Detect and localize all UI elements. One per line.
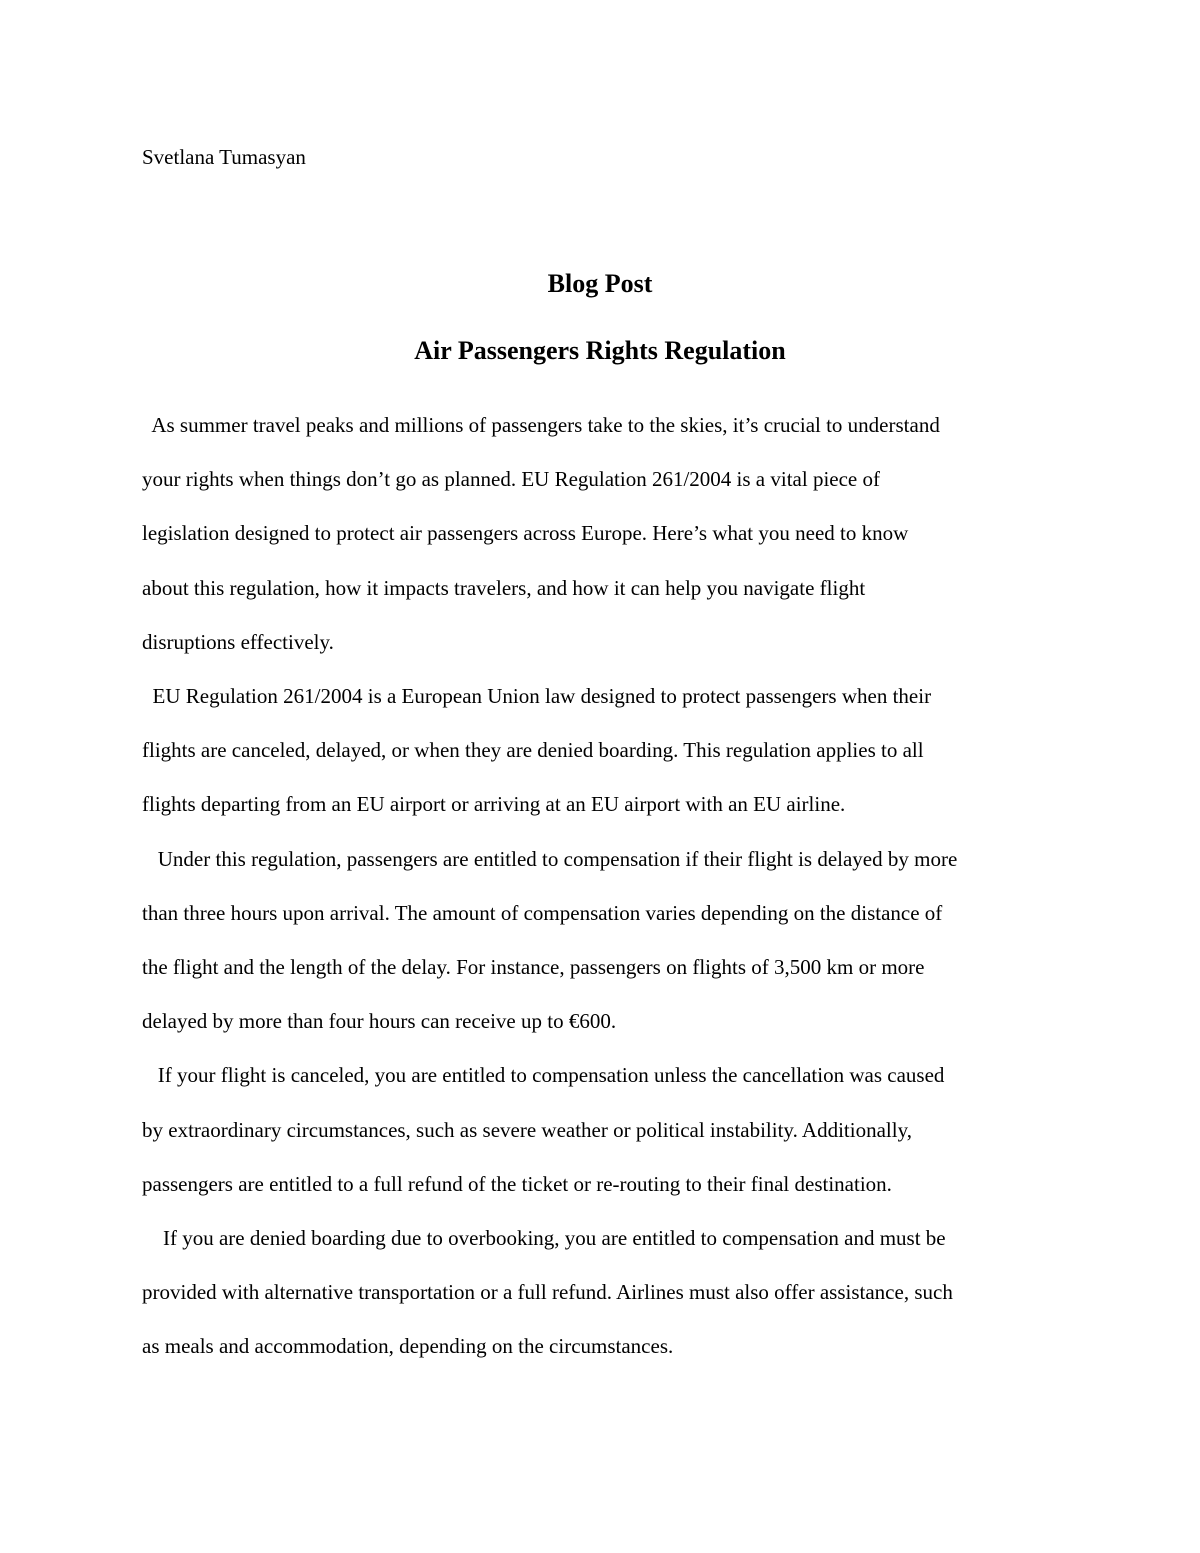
text-line: by extraordinary circumstances, such as severe weather or political instability. Additionally, <box>142 1117 912 1142</box>
text-line: passengers are entitled to a full refund of the ticket or re-routing to their final destination. <box>142 1171 892 1196</box>
paragraph-denied-boarding <box>142 1211 1062 1374</box>
text-line: delayed by more than four hours can receive up to €600. <box>142 1009 617 1034</box>
text-line: If your flight is canceled, you are entitled to compensation unless the cancellation was caused <box>142 1063 945 1088</box>
paragraph-definition <box>142 669 1062 832</box>
text-line: Under this regulation, passengers are entitled to compensation if their flight is delayed by more <box>142 846 958 871</box>
text-line: As summer travel peaks and millions of passengers take to the skies, it’s crucial to understand <box>142 413 940 437</box>
paragraph-cancellations <box>142 1048 1062 1211</box>
body-text <box>142 398 1062 1374</box>
text-line: your rights when things don’t go as planned. EU Regulation 261/2004 is a vital piece of <box>142 467 880 492</box>
text-line: as meals and accommodation, depending on the circumstances. <box>142 1334 674 1359</box>
text-line: legislation designed to protect air passengers across Europe. Here’s what you need to know <box>142 521 909 546</box>
paragraph-delays <box>142 832 1062 1049</box>
text-line: If you are denied boarding due to overbooking, you are entitled to compensation and must be <box>142 1226 946 1251</box>
text-line: flights are canceled, delayed, or when they are denied boarding. This regulation applies to all <box>142 738 924 763</box>
document-title: Blog Post <box>547 269 653 298</box>
author-name: Svetlana Tumasyan <box>142 145 306 169</box>
text-line: about this regulation, how it impacts travelers, and how it can help you navigate flight <box>142 575 866 600</box>
text-line: flights departing from an EU airport or arriving at an EU airport with an EU airline. <box>142 792 846 817</box>
document-subtitle: Air Passengers Rights Regulation <box>414 336 786 365</box>
text-line: the flight and the length of the delay. For instance, passengers on flights of 3,500 km or more <box>142 955 925 980</box>
text-line: disruptions effectively. <box>142 629 334 654</box>
text-line: provided with alternative transportation or a full refund. Airlines must also offer assistance, such <box>142 1280 953 1305</box>
paragraph-intro <box>142 398 1062 669</box>
text-line: EU Regulation 261/2004 is a European Union law designed to protect passengers when their <box>142 684 932 709</box>
text-line: than three hours upon arrival. The amount of compensation varies depending on the distance of <box>142 900 943 925</box>
